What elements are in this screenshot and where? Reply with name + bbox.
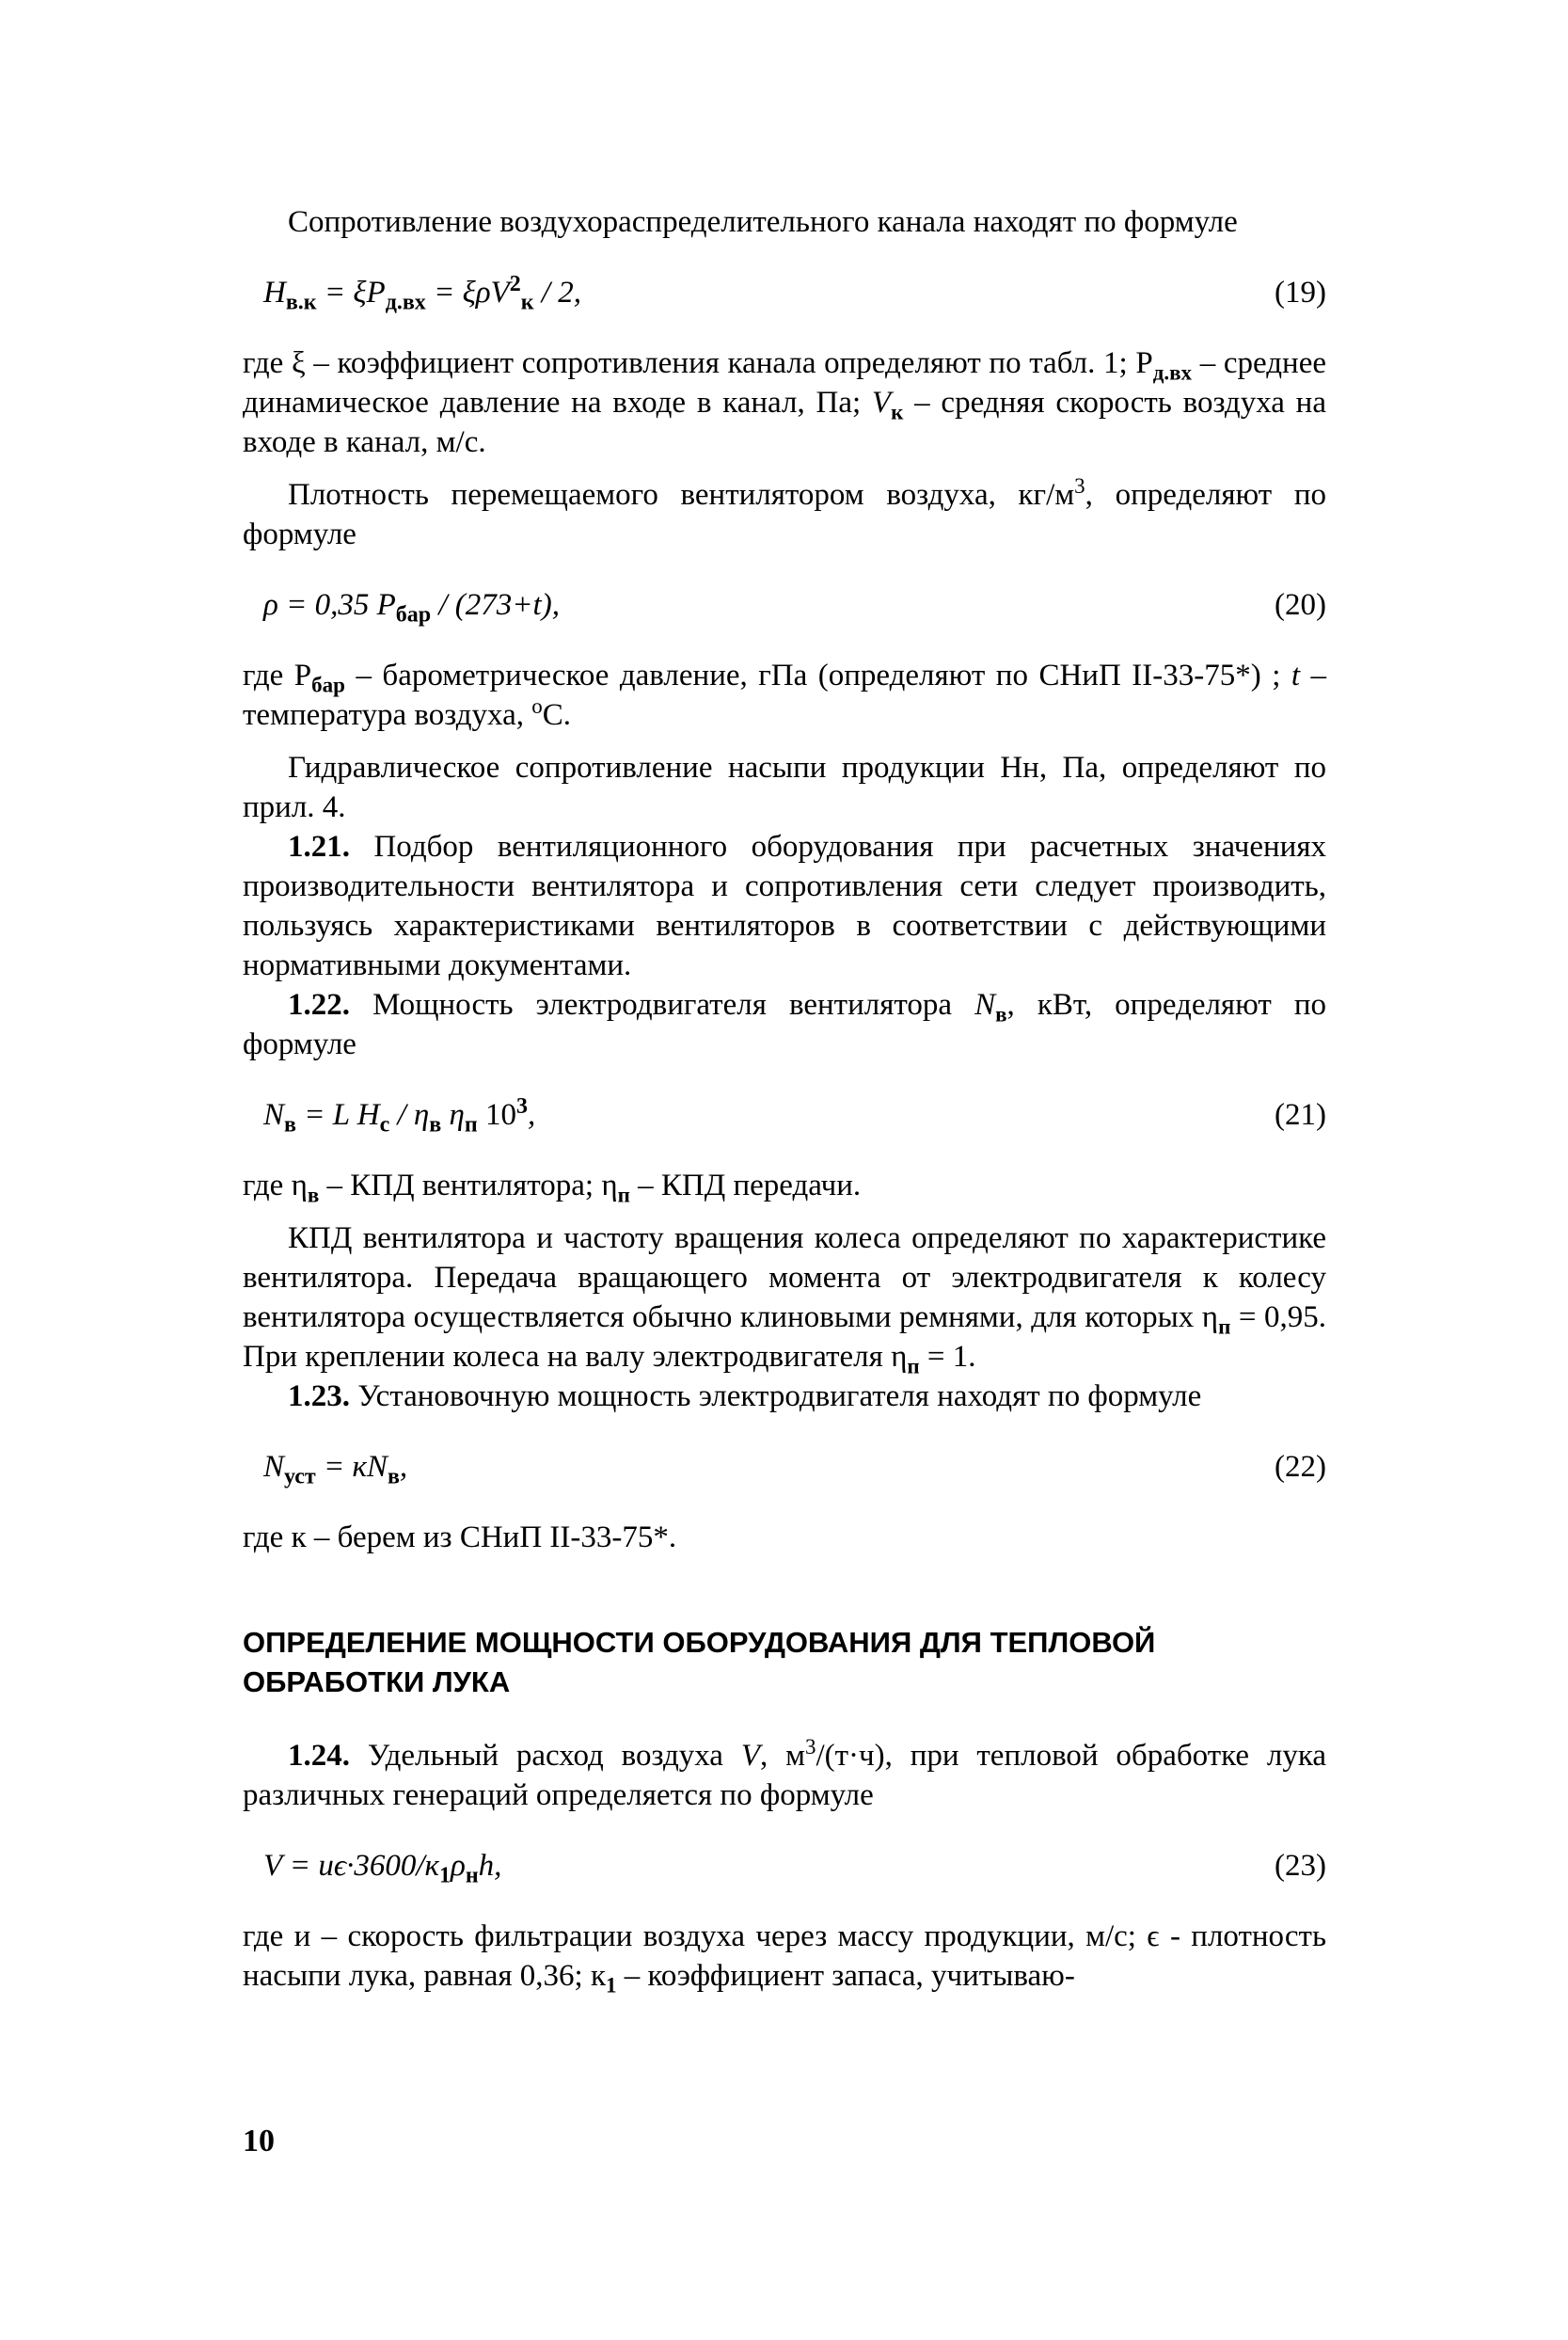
formula-21-f: , <box>527 1098 536 1132</box>
paragraph-where-23-b: – коэффициент запаса, учитываю- <box>616 1959 1075 1993</box>
paragraph-where-23 <box>243 1917 1326 1996</box>
paragraph-where-23-sub: 1 <box>606 1973 617 1998</box>
paragraph-1-24-v: V <box>740 1739 760 1773</box>
formula-22-a-sub: уст <box>284 1464 316 1489</box>
paragraph-where-20-a: где P <box>243 659 312 692</box>
formula-19-p-sub: д.вх <box>385 290 426 315</box>
formula-23-b-sub: н <box>465 1863 479 1888</box>
formula-19-lhs-sub: в.к <box>285 290 317 315</box>
paragraph-where-20-c: – температура воздуха, <box>243 659 1326 732</box>
paragraph-1-22-sub: в <box>995 1002 1007 1027</box>
paragraph-where-21-b-sub: п <box>617 1183 630 1207</box>
paragraph-1-22-n: N <box>974 988 996 1022</box>
section-number-1-21: 1.21. <box>288 830 350 864</box>
paragraph-efficiency-b: = 0,95. При креплении колеса на валу электродвигателя η <box>243 1300 1326 1374</box>
paragraph-density-a: Плотность перемещаемого вентилятором воздуха, кг/м <box>288 478 1075 512</box>
formula-23-b: ρ <box>450 1849 466 1883</box>
section-number-1-24: 1.24. <box>288 1739 350 1773</box>
paragraph-where-20-degree: o <box>531 694 543 718</box>
paragraph-where-20-sub: бар <box>311 673 345 697</box>
paragraph-1-24 <box>243 1736 1326 1815</box>
paragraph-1-23-text: Установочную мощность электродвигателя находят по формуле <box>350 1379 1202 1413</box>
formula-23-a: V = иϵ·3600/к <box>263 1849 439 1883</box>
formula-21-a: N <box>263 1098 285 1132</box>
formula-20-sub: бар <box>395 602 432 628</box>
formula-19-part2: = ξρV <box>425 276 510 310</box>
formula-19 <box>243 259 1326 326</box>
paragraph-where-19-v-sub: к <box>891 400 904 424</box>
paragraph-where-19-b: – среднее динамическое давление на входе в канал, Па; <box>243 346 1326 420</box>
formula-21-b-sub: с <box>379 1112 390 1138</box>
formula-19-lhs: H <box>263 276 286 310</box>
formula-21-c-sub: в <box>429 1112 442 1138</box>
paragraph-where-21-c: – КПД передачи. <box>629 1169 862 1202</box>
paragraph-efficiency <box>243 1218 1326 1377</box>
paragraph-density-sup: 3 <box>1074 474 1085 498</box>
formula-22-b-sub: в <box>387 1464 400 1489</box>
formula-23-number: (23) <box>1275 1849 1326 1883</box>
formula-22-number: (22) <box>1275 1450 1326 1484</box>
formula-21-d: η <box>441 1098 465 1132</box>
formula-20-number: (20) <box>1275 588 1326 622</box>
page-number: 10 <box>243 2124 275 2158</box>
paragraph-1-21-text: Подбор вентиляционного оборудования при расчетных значениях производительности вентилятора и сопротивления сети следует производить, пользуясь характеристиками вентиляторов в соответствии с действующими нормативными документами. <box>243 830 1326 982</box>
paragraph-where-19 <box>243 343 1326 462</box>
section-number-1-22: 1.22. <box>288 988 350 1022</box>
formula-21 <box>243 1081 1326 1149</box>
paragraph-efficiency-sub2: п <box>907 1354 920 1378</box>
paragraph-where-19-a: где ξ – коэффициент сопротивления канала определяют по табл. 1; P <box>243 346 1153 380</box>
formula-21-d-sub: п <box>464 1112 478 1138</box>
paragraph-where-19-sub: д.вх <box>1152 360 1193 385</box>
paragraph-intro: Сопротивление воздухораспределительного канала находят по формуле <box>288 205 1238 239</box>
paragraph-1-24-b: , м <box>759 1739 805 1773</box>
formula-19-v-sub: к <box>520 290 534 315</box>
formula-19-tail: / 2, <box>533 276 581 310</box>
paragraph-where-20-b: – барометрическое давление, гПа (определяют по СНиП II-33-75*) ; <box>344 659 1291 692</box>
paragraph-1-22 <box>243 985 1326 1064</box>
formula-20-part1: ρ = 0,35 P <box>263 588 396 622</box>
formula-23 <box>243 1832 1326 1900</box>
paragraph-where-21-a: где η <box>243 1169 308 1202</box>
formula-19-part1: = ξP <box>316 276 386 310</box>
paragraph-hydraulic: Гидравлическое сопротивление насыпи продукции Нн, Па, определяют по прил. 4. <box>243 751 1326 824</box>
page-body <box>243 202 1326 1996</box>
paragraph-density-b: , определяют по формуле <box>243 478 1326 551</box>
paragraph-1-22-a: Мощность электродвигателя вентилятора <box>350 988 975 1022</box>
paragraph-1-24-sup: 3 <box>804 1735 816 1759</box>
section-heading: ОПРЕДЕЛЕНИЕ МОЩНОСТИ ОБОРУДОВАНИЯ ДЛЯ ТЕПЛОВОЙ ОБРАБОТКИ ЛУКА <box>243 1626 1156 1698</box>
paragraph-where-23-a: где и – скорость фильтрации воздуха через массу продукции, м/с; ϵ - плотность насыпи лука, равная 0,36; к <box>243 1919 1326 1993</box>
formula-22-a: N <box>263 1450 285 1484</box>
formula-21-sup: 3 <box>515 1094 528 1119</box>
paragraph-efficiency-a: КПД вентилятора и частоту вращения колеса определяют по характеристике вентилятора. Передача вращающего момента от электродвигателя к колесу вентилятора осуществляется обычно клиновыми ремнями, для которых η <box>243 1221 1326 1334</box>
formula-20 <box>243 571 1326 639</box>
paragraph-where-20-t: t <box>1291 659 1301 692</box>
paragraph-efficiency-sub1: п <box>1218 1314 1231 1339</box>
paragraph-where-21 <box>243 1166 1326 1205</box>
paragraph-1-24-a: Удельный расход воздуха <box>350 1739 741 1773</box>
paragraph-where-21-a-sub: в <box>307 1183 320 1207</box>
paragraph-1-23 <box>243 1377 1326 1416</box>
formula-22-b: = кN <box>315 1450 388 1484</box>
paragraph-1-22-b: , кВт, определяют по формуле <box>243 988 1326 1061</box>
paragraph-1-21 <box>243 827 1326 985</box>
formula-21-a-sub: в <box>284 1112 296 1138</box>
paragraph-where-20 <box>243 656 1326 735</box>
paragraph-where-20-d: С. <box>542 698 571 732</box>
formula-22 <box>243 1433 1326 1501</box>
formula-21-number: (21) <box>1275 1098 1326 1132</box>
formula-21-b: = L H <box>295 1098 380 1132</box>
paragraph-where-22: где к – берем из СНиП II-33-75*. <box>243 1520 677 1554</box>
formula-21-c: / η <box>389 1098 430 1132</box>
paragraph-density <box>243 475 1326 554</box>
paragraph-efficiency-c: = 1. <box>919 1340 976 1374</box>
paragraph-where-21-b: – КПД вентилятора; η <box>319 1169 618 1202</box>
formula-19-number: (19) <box>1275 276 1326 310</box>
formula-23-a-sub: 1 <box>438 1863 451 1888</box>
paragraph-1-24-c: /(т·ч), при тепловой обработке лука различных генераций определяется по формуле <box>243 1739 1326 1812</box>
formula-19-v-sup: 2 <box>509 272 521 296</box>
paragraph-where-19-v: V <box>871 386 892 420</box>
formula-23-c: h, <box>478 1849 502 1883</box>
formula-20-part2: / (273+t), <box>431 588 560 622</box>
section-number-1-23: 1.23. <box>288 1379 350 1413</box>
formula-21-e: 10 <box>477 1098 516 1132</box>
paragraph-where-19-c: – средняя скорость воздуха на входе в канал, м/с. <box>243 386 1326 459</box>
formula-22-c: , <box>399 1450 408 1484</box>
